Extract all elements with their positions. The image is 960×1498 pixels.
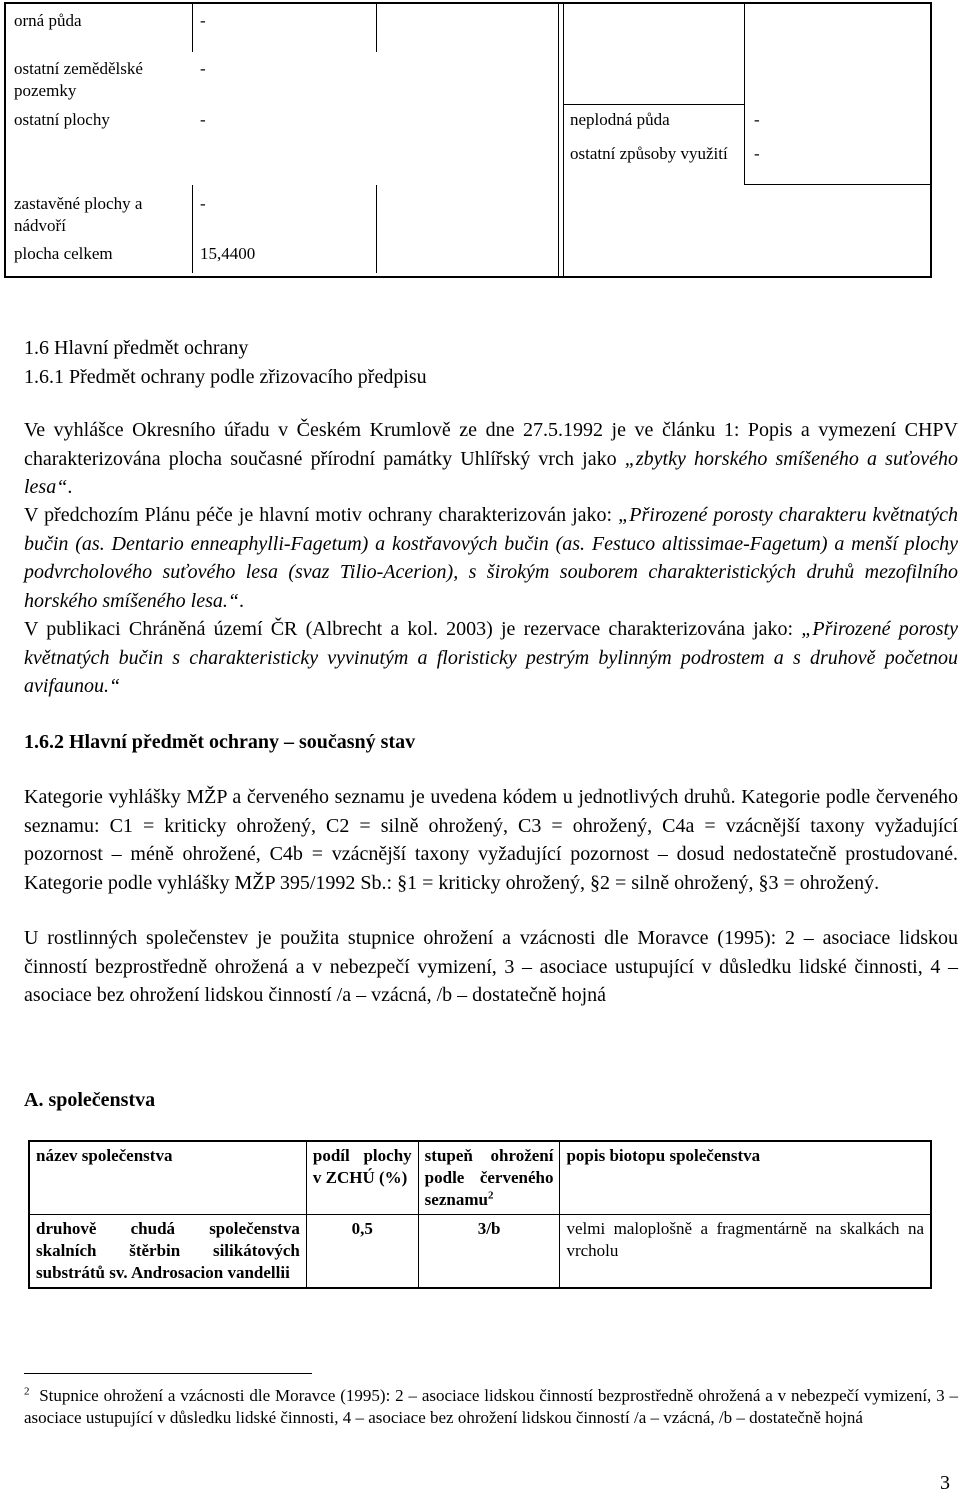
italic-quote: „zbytky horského smíšeného a suťového lesa“ xyxy=(24,447,958,498)
table-row xyxy=(29,1215,931,1289)
land-row-label: ostatní zemědělské pozemky xyxy=(14,59,143,100)
section-heading: 1.6.2 Hlavní předmět ochrany – současný stav xyxy=(24,731,416,753)
paragraph: Kategorie vyhlášky MŽP a červeného seznamu je uvedena kódem u jednotlivých druhů. Kategorie podle červeného seznamu: C1 = kriticky ohrožený, C2 = silně ohrožený, C3 = ohrožený, C4a = vzácnější taxony vyžadující pozornost – méně ohrožené, C4b = vzácnější taxony vyžadující pozornost – dosud nedostatečně prostudované. Kategorie podle vyhlášky MŽP 395/1992 Sb.: §1 = kriticky ohrožený, §2 = silně ohrožený, §3 = ohrožený. xyxy=(24,786,958,894)
footnote xyxy=(24,1385,958,1429)
header-cell: popis biotopu společenstva xyxy=(560,1141,931,1215)
land-row-value: - xyxy=(200,110,206,129)
table-divider xyxy=(192,185,193,273)
text-span: Ve vyhlášce Okresního úřadu v Českém Krumlově ze dne 27.5.1992 je ve článku 1: Popis a vymezení CHPV charakterizována plocha současné přírodní památky Uhlířský vrch jako xyxy=(24,419,958,470)
biotope-description: velmi maloplošně a fragmentárně na skalkách na vrcholu xyxy=(560,1215,931,1289)
degree-value: 3/b xyxy=(418,1215,560,1289)
text-span: V publikaci Chráněná území ČR (Albrecht a kol. 2003) je rezervace charakterizována jako: xyxy=(24,618,802,640)
header-cell xyxy=(418,1141,560,1215)
land-row-value: - xyxy=(200,11,206,30)
land-row-label: orná půda xyxy=(14,11,82,30)
land-use-table xyxy=(4,2,932,278)
paragraph xyxy=(24,416,958,502)
table-header-row xyxy=(29,1141,931,1215)
table-divider xyxy=(192,4,193,52)
paragraph xyxy=(24,615,958,701)
table-divider xyxy=(564,104,744,105)
text-span: . xyxy=(67,476,73,498)
community-name: druhově chudá společenstva skalních štěrbin silikátových substrátů sv. Androsacion vandellii xyxy=(29,1215,306,1289)
table-divider xyxy=(376,4,377,52)
land-row-value: - xyxy=(754,144,760,163)
land-row-value: - xyxy=(200,59,206,78)
land-row-value: 15,4400 xyxy=(200,244,256,263)
communities-table xyxy=(28,1140,932,1289)
header-cell: název společenstva xyxy=(29,1141,306,1215)
text-span: . xyxy=(238,589,244,612)
section-heading: A. společenstva xyxy=(24,1089,156,1111)
text-span: V předchozím Plánu péče je hlavní motiv ochrany charakterizován jako: xyxy=(24,504,619,526)
italic-quote: „Přirozené porosty květnatých bučin s charakteristicky vyvinutým a floristicky pestrým bylinným podrostem a s druhově početnou avifaunou.“ xyxy=(24,618,958,697)
footnote-ref: 2 xyxy=(487,1189,494,1202)
land-row-value: - xyxy=(754,110,760,129)
footnote-rule xyxy=(24,1373,312,1374)
footnote-text: Stupnice ohrožení a vzácnosti dle Moravce (1995): 2 – asociace lidskou činností bezprostředně ohrožená a v nebezpečí vymizení, 3 – asociace ustupující v důsledku lidské činnosti, 4 – asociace bez ohrožení lidskou činností /a – vzácná, /b – dostatečně hojná xyxy=(24,1386,959,1427)
land-row-label: ostatní plochy xyxy=(14,110,110,129)
section-heading: 1.6 Hlavní předmět ochrany xyxy=(24,337,249,359)
table-column-separator xyxy=(558,4,564,276)
land-row-label: zastavěné plochy a nádvoří xyxy=(14,194,143,235)
land-row-label: neplodná půda xyxy=(570,110,670,129)
header-cell: podíl plochy v ZCHÚ (%) xyxy=(306,1141,418,1215)
italic-quote: „Přirozené porosty charakteru květnatých bučin (as. Dentario enneaphylli-Fagetum) a kostřavových bučin (as. Festuco altissimae-Fagetum) a menší plochy podvrcholového suťového lesa (svaz Tilio-Acerion), s širokým souborem charakteristických druhů mezofilního horského smíšeného lesa.“ xyxy=(24,504,958,612)
header-text: stupeň ohrožení podle červeného seznamu xyxy=(424,1146,554,1209)
share-value: 0,5 xyxy=(306,1215,418,1289)
page-number: 3 xyxy=(940,1472,950,1494)
paragraph xyxy=(24,501,958,615)
table-divider xyxy=(376,185,377,273)
land-row-label: plocha celkem xyxy=(14,244,113,263)
paragraph: U rostlinných společenstev je použita stupnice ohrožení a vzácnosti dle Moravce (1995): 2 – asociace lidskou činností bezprostředně ohrožená a v nebezpečí vymizení, 3 – asociace ustupující v důsledku lidské činnosti, 4 – asociace bez ohrožení lidskou činností /a – vzácná, /b – dostatečně hojná xyxy=(24,927,958,1006)
land-row-value: - xyxy=(200,194,206,213)
table-divider xyxy=(744,4,931,185)
footnote-mark: 2 xyxy=(24,1385,30,1398)
sub-heading: 1.6.1 Předmět ochrany podle zřizovacího předpisu xyxy=(24,366,427,388)
land-row-label: ostatní způsoby využití xyxy=(570,144,728,163)
